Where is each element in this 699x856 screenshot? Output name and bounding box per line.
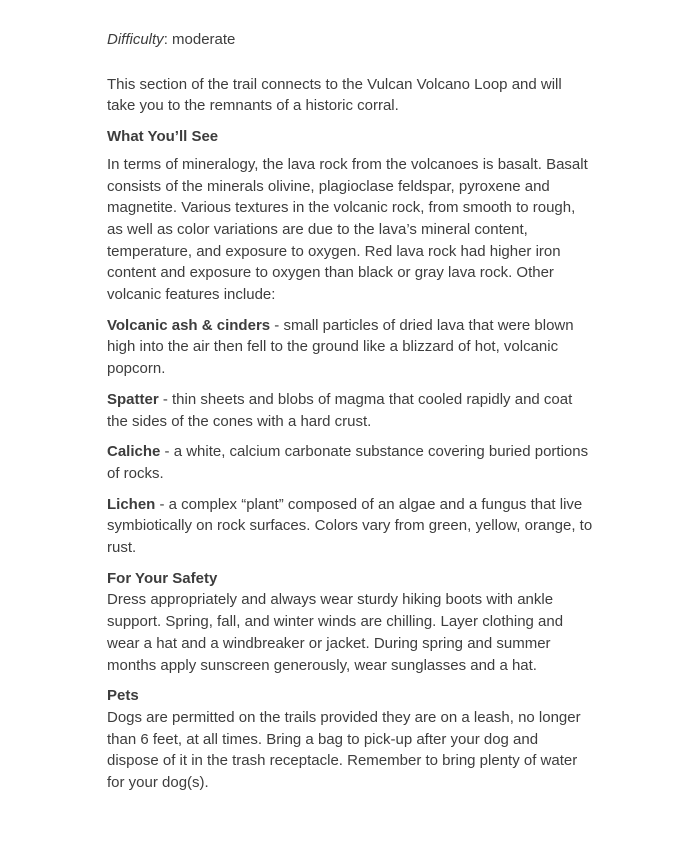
feature-description: - thin sheets and blobs of magma that cooled rapidly and coat the sides of the cones with a hard crust. (107, 390, 573, 430)
difficulty-label: Difficulty (107, 31, 164, 48)
heading-for-your-safety: For Your Safety (107, 569, 218, 587)
mineralogy-paragraph: In terms of mineralogy, the lava rock from the volcanoes is basalt. Basalt consists of the minerals olivine, plagioclase feldspar, pyroxene and magnetite. Various textures in the volcanic rock, from smooth to rough, as well as color variations are due to the lava’s mineral content, temperature, and exposure to oxygen. Red lava rock had higher iron content and exposure to oxygen than black or gray lava rock. Other volcanic features include: (107, 155, 588, 304)
pets-paragraph: Dogs are permitted on the trails provided they are on a leash, no longer than 6 feet, at all times. Bring a bag to pick-up after your dog and dispose of it in the trash receptacle. Remember to bring plenty of water for your dog(s). (107, 708, 581, 792)
feature-description: - small particles of dried lava that were blown high into the air then fell to the ground like a blizzard of hot, volcanic popcorn. (107, 316, 574, 378)
heading-pets: Pets (107, 687, 139, 705)
difficulty-value: : moderate (163, 31, 236, 48)
document-page (107, 0, 593, 794)
feature-description: - a complex “plant” composed of an algae and a fungus that live symbiotically on rock surfaces. Colors vary from green, yellow, orange, to rust. (107, 495, 593, 557)
feature-description: - a white, calcium carbonate substance covering buried portions of rocks. (107, 443, 589, 482)
section-for-your-safety (107, 568, 593, 677)
feature-caliche (107, 441, 593, 484)
heading-what-youll-see: What You’ll See (107, 128, 219, 146)
intro-paragraph: This section of the trail connects to the Vulcan Volcano Loop and will take you to the remnants of a historic corral. (107, 75, 562, 115)
feature-term: Volcanic ash & cinders (107, 316, 271, 334)
feature-volcanic-ash-cinders (107, 315, 593, 380)
feature-lichen (107, 494, 593, 559)
safety-paragraph: Dress appropriately and always wear sturdy hiking boots with ankle support. Spring, fall, and winter winds are chilling. Layer clothing and wear a hat and a windbreaker or jacket. During spring and summer months apply sunscreen generously, wear sunglasses and a hat. (107, 591, 564, 674)
feature-term: Caliche (107, 443, 161, 461)
feature-term: Lichen (107, 495, 156, 513)
difficulty-line (107, 29, 593, 51)
feature-spatter (107, 389, 593, 432)
section-pets (107, 685, 593, 794)
feature-term: Spatter (107, 390, 159, 408)
